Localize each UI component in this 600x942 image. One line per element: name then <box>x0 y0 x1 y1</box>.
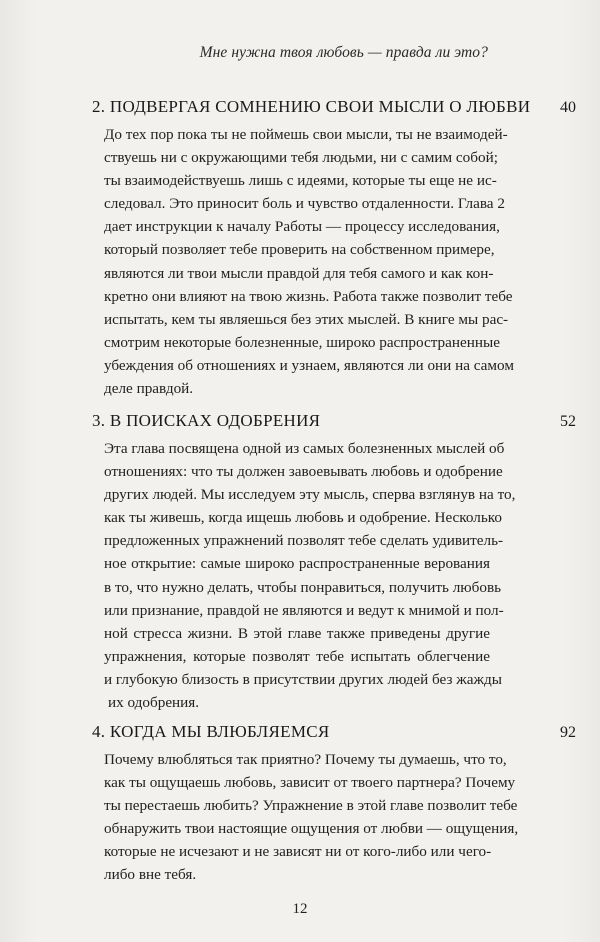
section-heading <box>92 97 576 123</box>
text-line: других людей. Мы исследуем эту мысль, сперва взглянув на то, <box>104 486 516 504</box>
text-line: или признание, правдой не являются и ведут к мнимой и пол- <box>104 601 504 619</box>
text-line: ное открытие: самые широко распространенные верования <box>104 555 490 573</box>
text-line: ты взаимодействуешь лишь с идеями, которые ты еще не ис- <box>104 172 497 190</box>
text-line: Эта глава посвящена одной из самых болезненных мыслей об <box>104 440 505 457</box>
section-page-number: 92 <box>560 724 576 741</box>
text-line: Почему влюбляться так приятно? Почему ты думаешь, что то, <box>104 751 507 768</box>
section-title: 2. ПОДВЕРГАЯ СОМНЕНИЮ СВОИ МЫСЛИ О ЛЮБВИ <box>92 97 531 116</box>
text-line: дает инструкции к началу Работы — процессу исследования, <box>104 218 500 236</box>
text-line: отношениях: что ты должен завоевывать любовь и одобрение <box>104 463 503 481</box>
text-line: смотрим некоторые болезненные, широко распространенные <box>104 333 500 351</box>
text-line: кретно они влияют на твою жизнь. Работа также позволит тебе <box>104 287 513 305</box>
text-line: обнаружить твои настоящие ощущения от любви — ощущения, <box>104 820 519 838</box>
text-line: в то, что нужно делать, чтобы понравиться, получить любовь <box>104 578 502 596</box>
text-line: являются ли твои мысли правдой для тебя самого и как кон- <box>104 264 494 282</box>
text-line: их одобрения. <box>108 694 200 712</box>
toc-section-3 <box>92 411 576 714</box>
text-line: как ты живешь, когда ищешь любовь и одобрение. Несколько <box>104 509 503 527</box>
text-line: который позволяет тебе проверить на собственном примере, <box>104 241 495 259</box>
text-line: убеждения об отношениях и узнаем, являются ли они на самом <box>104 356 514 374</box>
section-title: 4. КОГДА МЫ ВЛЮБЛЯЕМСЯ <box>92 722 330 741</box>
toc-section-4 <box>92 722 576 887</box>
text-line: ной стресса жизни. В этой главе также приведены другие <box>104 624 490 642</box>
text-line: До тех пор пока ты не поймешь свои мысли, ты не взаимодей- <box>104 126 508 143</box>
text-line: и глубокую близость в присутствии других людей без жажды <box>104 670 502 688</box>
section-heading <box>92 411 576 437</box>
section-page-number: 40 <box>560 99 576 116</box>
toc-section-2 <box>92 97 576 400</box>
running-head: Мне нужна твоя любовь — правда ли это? <box>199 44 488 61</box>
text-line: деле правдой. <box>104 380 194 398</box>
text-line: ствуешь ни с окружающими тебя людьми, ни с самим собой; <box>104 149 498 167</box>
section-heading <box>92 722 576 748</box>
section-description <box>104 437 516 714</box>
section-description <box>104 748 519 887</box>
section-description <box>104 123 514 400</box>
section-page-number: 52 <box>560 413 576 430</box>
text-line: предложенных упражнений позволят тебе сделать удивитель- <box>104 532 504 550</box>
page-number: 12 <box>292 901 308 917</box>
text-line: упражнения, которые позволят тебе испытать облегчение <box>104 647 490 665</box>
section-title: 3. В ПОИСКАХ ОДОБРЕНИЯ <box>92 411 321 430</box>
text-line: следовал. Это приносит боль и чувство отдаленности. Глава 2 <box>104 195 505 213</box>
text-line: испытать, кем ты являешься без этих мыслей. В книге мы рас- <box>104 310 509 328</box>
text-line: которые не исчезают и не зависят ни от кого-либо или чего- <box>104 843 492 861</box>
text-line: либо вне тебя. <box>104 866 197 884</box>
text-line: ты перестаешь любить? Упражнение в этой главе позволит тебе <box>104 797 518 815</box>
text-line: как ты ощущаешь любовь, зависит от твоего партнера? Почему <box>104 774 516 792</box>
